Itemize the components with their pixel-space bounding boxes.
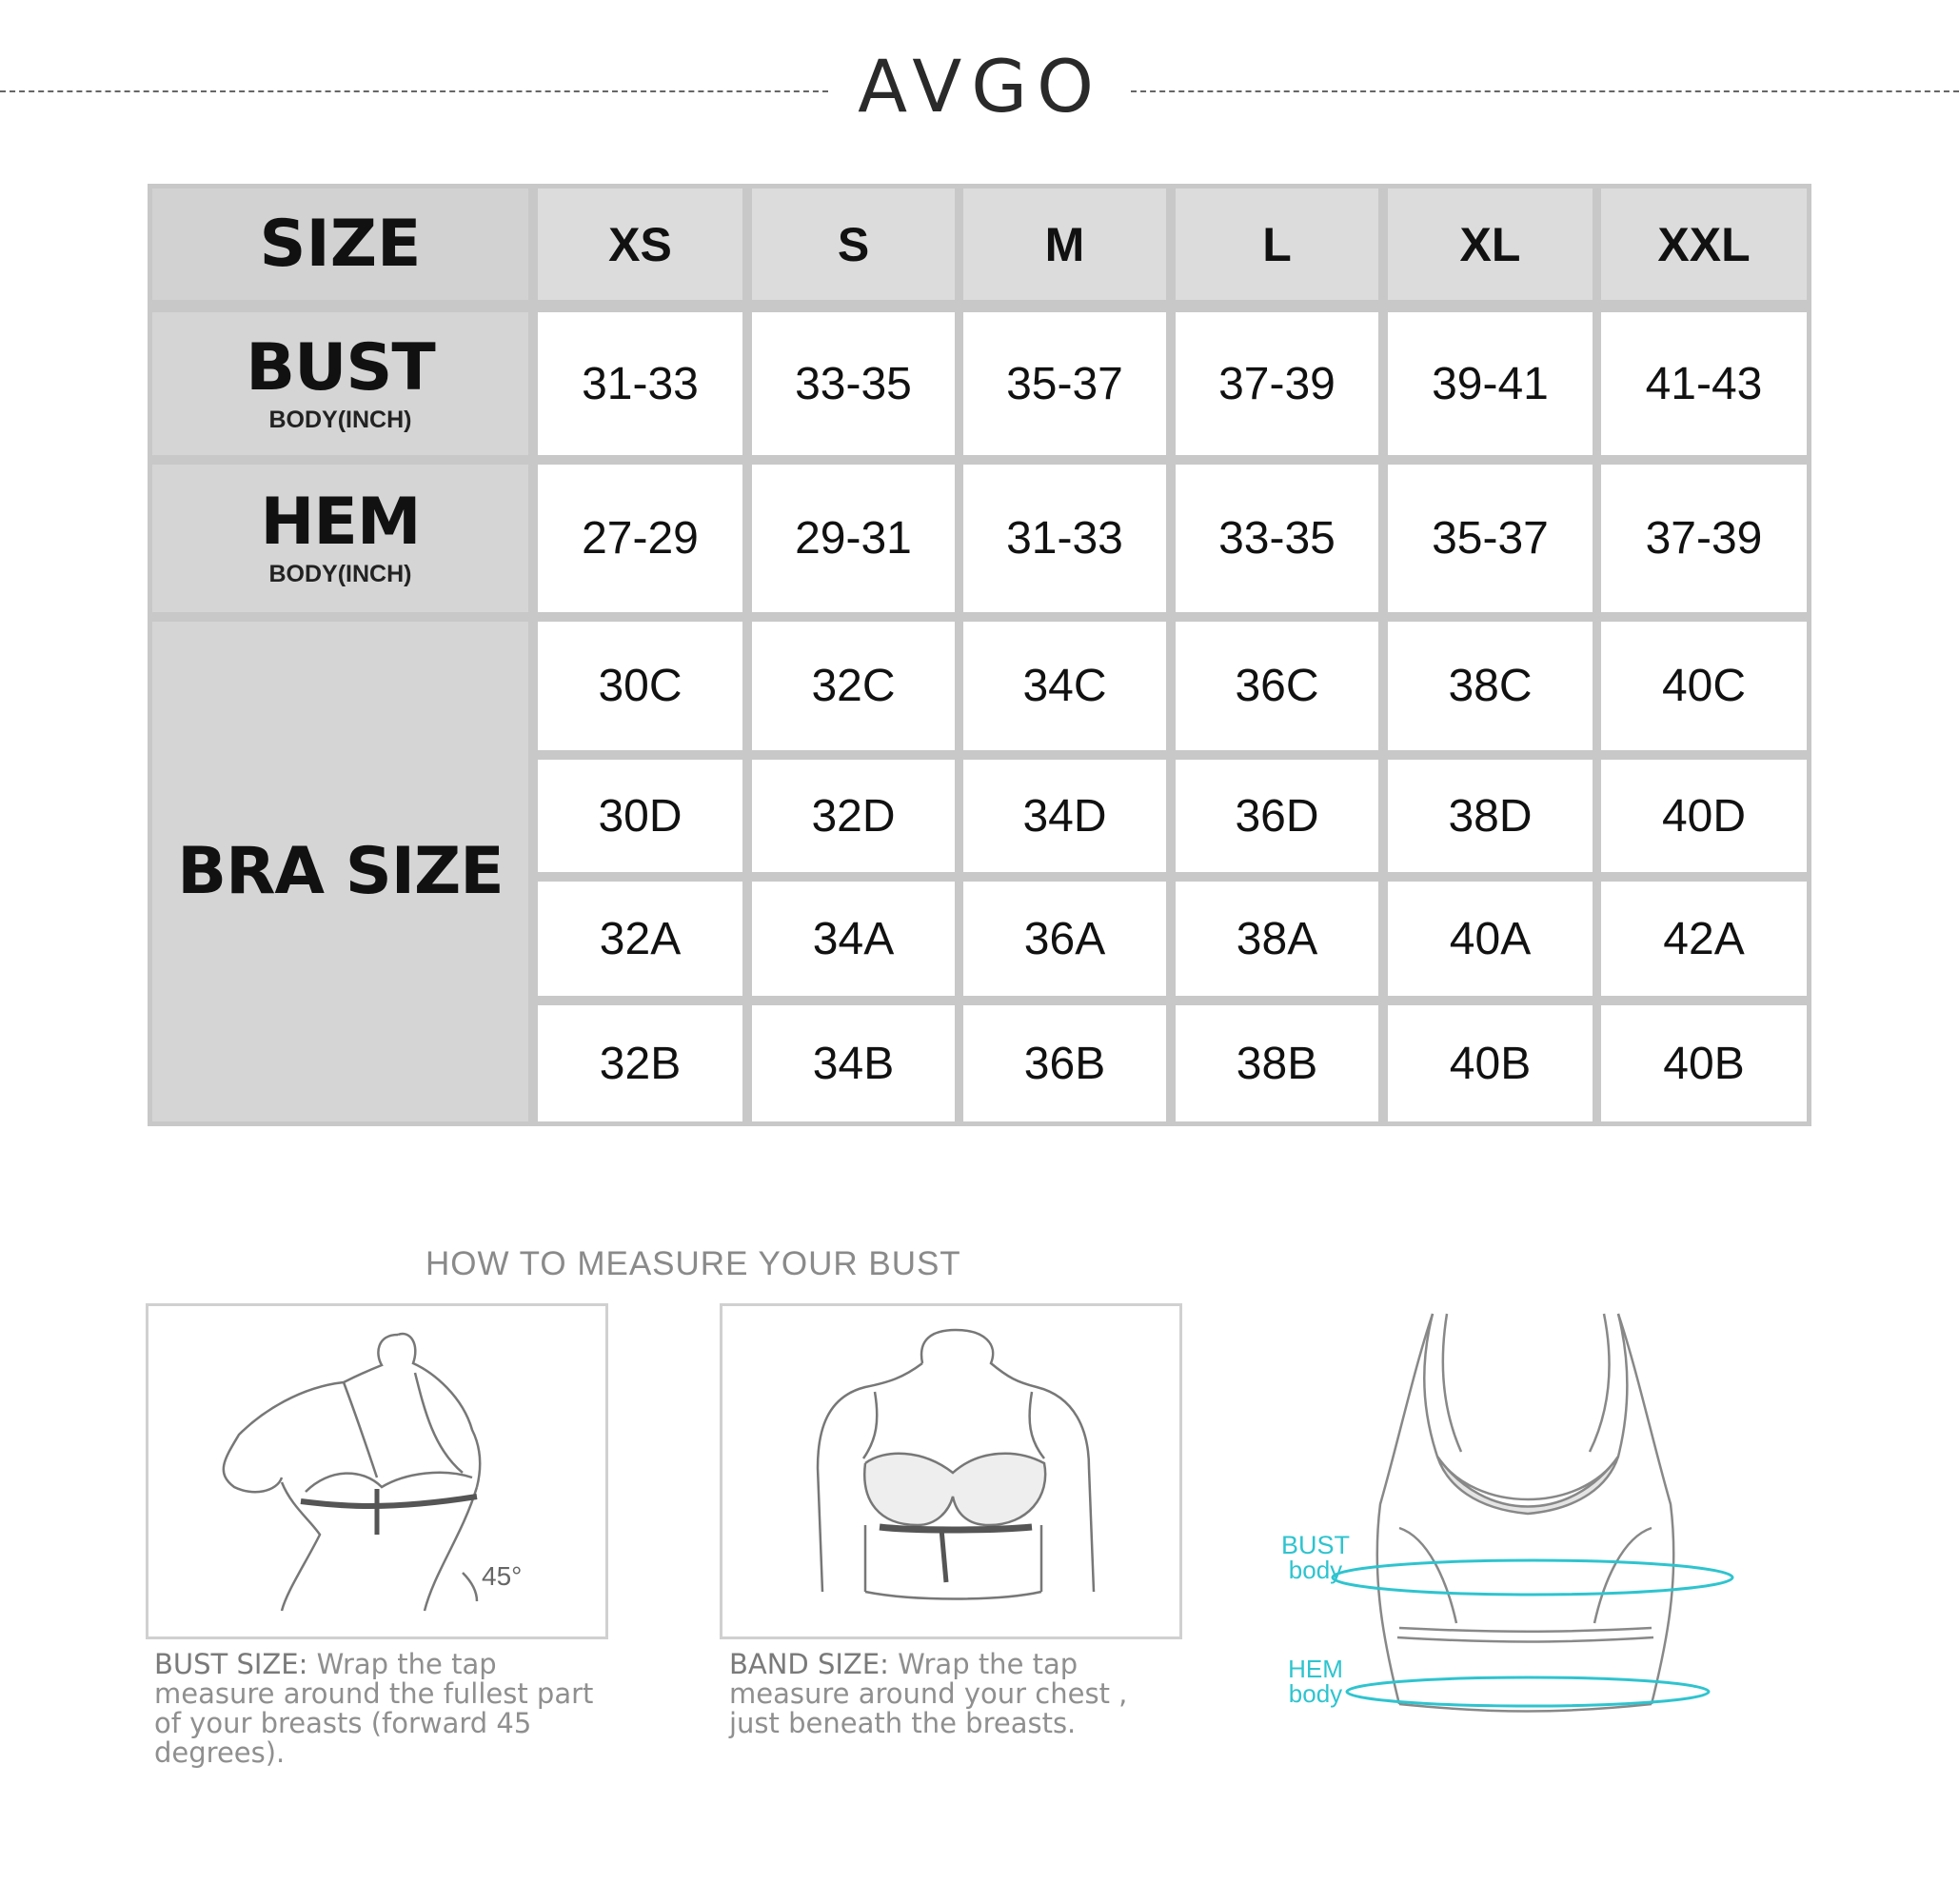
bra-size-cell	[752, 882, 955, 996]
size-header-text: L	[1262, 217, 1292, 271]
bust-value-cell	[538, 312, 742, 455]
bra-size-cell	[752, 760, 955, 872]
bra-size-text: 36A	[1023, 913, 1106, 964]
hem-value-cell	[1176, 465, 1378, 612]
bra-size-text: 40B	[1663, 1038, 1745, 1089]
bra-size-label-text: BRA SIZE	[177, 833, 504, 909]
bust-value-cell	[1388, 312, 1593, 455]
header-dash-right	[1131, 90, 1959, 92]
bra-size-text: 36B	[1023, 1038, 1106, 1089]
bust-value-text: 33-35	[795, 358, 912, 409]
bra-size-text: 34B	[812, 1038, 895, 1089]
hem-row-label	[152, 465, 528, 612]
hem-value-cell	[538, 465, 742, 612]
bra-size-text: 30C	[598, 661, 683, 711]
how-to-measure-title: HOW TO MEASURE YOUR BUST	[425, 1245, 961, 1282]
bra-size-text: 32A	[599, 913, 682, 964]
size-header-s	[752, 188, 955, 300]
bra-size-cell	[963, 760, 1166, 872]
bust-size-label: BUST SIZE:	[154, 1648, 308, 1680]
bra-size-cell	[963, 882, 1166, 996]
bust-row-label	[152, 312, 528, 455]
bra-size-cell	[1601, 760, 1807, 872]
bra-size-text: 32C	[811, 661, 896, 711]
header-dash-left	[0, 90, 828, 92]
size-header-text: XL	[1459, 217, 1521, 271]
bra-size-text: 38D	[1448, 790, 1533, 842]
band-size-label: BAND SIZE:	[729, 1648, 889, 1680]
size-header-text: XS	[608, 217, 672, 271]
bra-size-text: 40A	[1449, 913, 1532, 964]
bra-size-cell	[538, 760, 742, 872]
size-header-l	[1176, 188, 1378, 300]
bust-value-text: 31-33	[582, 358, 699, 409]
bra-size-text: 38B	[1236, 1038, 1318, 1089]
bra-size-cell	[1601, 882, 1807, 996]
bust-size-text: Wrap the tap measure around the fullest part of your breasts (forward 45 degrees).	[154, 1648, 594, 1769]
bra-size-text: 30D	[598, 790, 683, 842]
hem-value-text: 31-33	[1006, 513, 1123, 564]
hem-unit-text: BODY(INCH)	[268, 561, 412, 587]
hem-value-cell	[1388, 465, 1593, 612]
bra-size-cell	[752, 622, 955, 750]
angle-label: 45°	[482, 1561, 523, 1591]
bust-value-text: 35-37	[1006, 358, 1123, 409]
hem-value-cell	[752, 465, 955, 612]
bra-size-text: 32D	[811, 790, 896, 842]
hem-value-cell	[1601, 465, 1807, 612]
hem-diagram-label: HEM	[1288, 1655, 1343, 1683]
bust-value-cell	[1176, 312, 1378, 455]
bra-size-text: 40B	[1449, 1038, 1532, 1089]
bust-unit-text: BODY(INCH)	[268, 406, 412, 433]
bra-size-cell	[1176, 760, 1378, 872]
bust-value-cell	[752, 312, 955, 455]
bra-size-cell	[963, 622, 1166, 750]
bra-size-cell	[752, 1005, 955, 1121]
size-header-text: M	[1044, 217, 1085, 271]
bra-size-text: 38A	[1236, 913, 1318, 964]
size-chart-table	[148, 184, 1811, 1126]
bra-size-cell	[1601, 622, 1807, 750]
band-measure-figure	[722, 1306, 1179, 1636]
hem-label-text: HEM	[260, 485, 421, 560]
bra-size-cell	[538, 882, 742, 996]
bra-size-cell	[1176, 1005, 1378, 1121]
bust-value-text: 37-39	[1218, 358, 1336, 409]
sports-bra-diagram	[1257, 1295, 1790, 1733]
bust-diagram-label: BUST	[1280, 1531, 1351, 1559]
bra-size-cell	[1388, 1005, 1593, 1121]
bust-value-text: 41-43	[1645, 358, 1763, 409]
bra-size-cell	[538, 622, 742, 750]
bra-size-cell	[1388, 622, 1593, 750]
bra-size-cell	[1176, 882, 1378, 996]
bra-size-text: 42A	[1663, 913, 1745, 964]
bra-size-text: 38C	[1448, 661, 1533, 711]
hem-value-text: 35-37	[1432, 513, 1549, 564]
bust-diagram-sub: body	[1288, 1556, 1343, 1584]
size-header-text: S	[837, 217, 870, 271]
bra-size-text: 40C	[1661, 661, 1747, 711]
bust-measure-figure	[148, 1306, 605, 1636]
brand-logo: AVGO	[858, 44, 1103, 129]
size-header-label	[152, 188, 528, 300]
bust-size-illustration	[146, 1303, 608, 1639]
bust-value-text: 39-41	[1432, 358, 1549, 409]
size-header-xl	[1388, 188, 1593, 300]
bra-size-cell	[1176, 622, 1378, 750]
bra-size-cell	[1388, 882, 1593, 996]
hem-value-text: 37-39	[1645, 513, 1763, 564]
bra-size-cell	[963, 1005, 1166, 1121]
band-size-description	[729, 1650, 1186, 1738]
size-label-text: SIZE	[259, 207, 422, 282]
bra-size-text: 34C	[1022, 661, 1107, 711]
bra-size-cell	[538, 1005, 742, 1121]
size-header-m	[963, 188, 1166, 300]
hem-value-text: 27-29	[582, 513, 699, 564]
hem-diagram-sub: body	[1288, 1679, 1343, 1708]
size-header-xxl	[1601, 188, 1807, 300]
bra-size-text: 32B	[599, 1038, 682, 1089]
bust-value-cell	[1601, 312, 1807, 455]
bust-label-text: BUST	[246, 329, 435, 406]
size-header-xs	[538, 188, 742, 300]
bust-value-cell	[963, 312, 1166, 455]
bra-size-text: 34D	[1022, 790, 1107, 842]
size-header-text: XXL	[1657, 217, 1751, 271]
bra-size-text: 36C	[1235, 661, 1319, 711]
bra-size-row-label	[152, 622, 528, 1121]
bra-size-cell	[1388, 760, 1593, 872]
band-size-illustration	[720, 1303, 1182, 1639]
bra-size-text: 34A	[812, 913, 895, 964]
hem-value-text: 33-35	[1218, 513, 1336, 564]
bra-size-text: 36D	[1235, 790, 1319, 842]
band-size-text: Wrap the tap measure around your chest , just beneath the breasts.	[729, 1648, 1128, 1739]
hem-value-text: 29-31	[795, 513, 912, 564]
hem-value-cell	[963, 465, 1166, 612]
bra-size-text: 40D	[1661, 790, 1747, 842]
bra-size-cell	[1601, 1005, 1807, 1121]
bust-size-description	[154, 1650, 602, 1768]
